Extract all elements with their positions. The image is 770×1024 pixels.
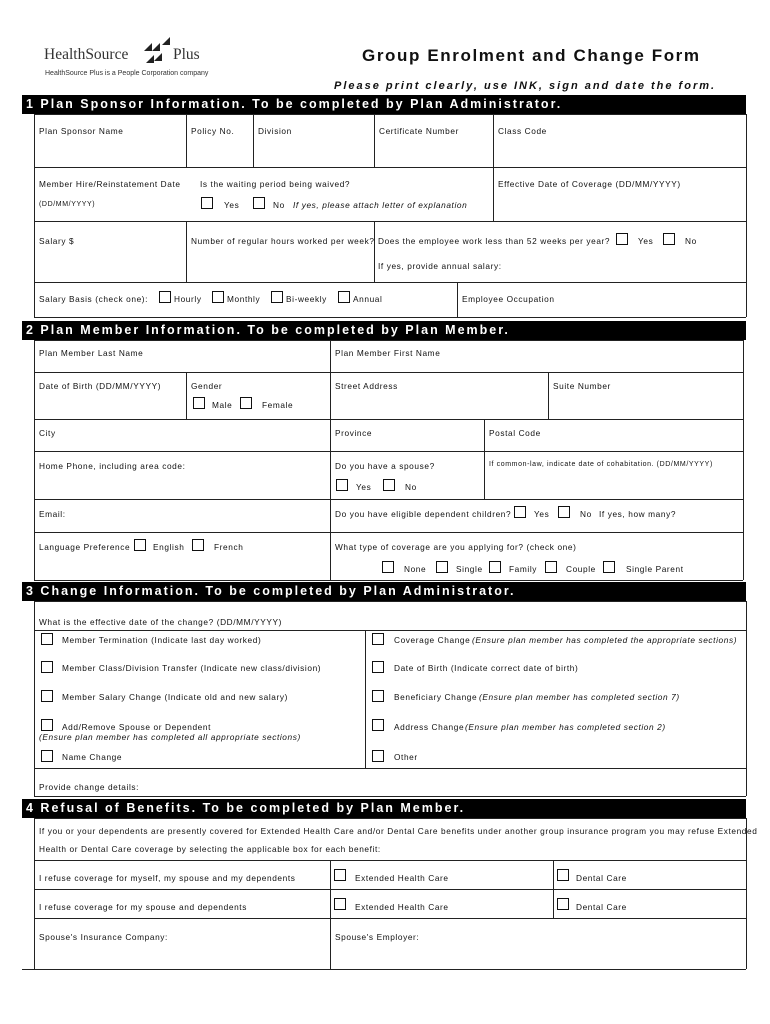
gender-label: Gender [191, 381, 223, 391]
hours-label: Number of regular hours worked per week? [191, 236, 375, 246]
policy-no-label: Policy No. [191, 126, 235, 136]
coverage-change-checkbox[interactable] [372, 633, 384, 645]
section-1-header: 1 Plan Sponsor Information. To be completed by Plan Administrator. [22, 95, 746, 114]
refusal-intro-2: Health or Dental Care coverage by selecting the applicable box for each benefit: [39, 844, 381, 854]
dependents-no-checkbox[interactable] [558, 506, 570, 518]
coverage-change-label: Coverage Change [394, 635, 471, 645]
certificate-number-label: Certificate Number [379, 126, 459, 136]
beneficiary-change-note: (Ensure plan member has completed section 7) [479, 692, 680, 702]
division-label: Division [258, 126, 292, 136]
coverage-single-parent-checkbox[interactable] [603, 561, 615, 573]
effective-change-label: What is the effective date of the change? (DD/MM/YYYY) [39, 617, 282, 627]
logo-name-left: HealthSource [44, 46, 129, 63]
salary-label: Salary $ [39, 236, 75, 246]
waiting-period-question: Is the waiting period being waived? [200, 179, 351, 189]
hire-date-format: (DD/MM/YYYY) [39, 201, 96, 208]
change-details-label: Provide change details: [39, 782, 140, 792]
refuse-dep-ehc-label: Extended Health Care [355, 902, 449, 912]
spouse-no-checkbox[interactable] [383, 479, 395, 491]
address-change-checkbox[interactable] [372, 719, 384, 731]
coverage-single-label: Single [456, 564, 483, 574]
dob-change-label: Date of Birth (Indicate correct date of birth) [394, 663, 579, 673]
refuse-all-ehc-checkbox[interactable] [334, 869, 346, 881]
spouse-no-label: No [405, 482, 417, 492]
refuse-all-dental-label: Dental Care [576, 873, 627, 883]
dependents-question: Do you have eligible dependent children? [335, 509, 512, 519]
add-remove-note: (Ensure plan member has completed all appropriate sections) [39, 732, 301, 742]
class-transfer-label: Member Class/Division Transfer (Indicate new class/division) [62, 663, 322, 673]
salary-change-label: Member Salary Change (Indicate old and new salary) [62, 692, 288, 702]
province-label: Province [335, 428, 373, 438]
waiting-yes-label: Yes [224, 200, 240, 210]
weeks-question: Does the employee work less than 52 weeks per year? [378, 236, 611, 246]
member-termination-label: Member Termination (Indicate last day worked) [62, 635, 262, 645]
dob-change-checkbox[interactable] [372, 661, 384, 673]
dependents-yes-label: Yes [534, 509, 550, 519]
french-label: French [214, 542, 244, 552]
name-change-label: Name Change [62, 752, 123, 762]
refuse-all-ehc-label: Extended Health Care [355, 873, 449, 883]
hourly-label: Hourly [174, 294, 202, 304]
monthly-label: Monthly [227, 294, 261, 304]
plan-sponsor-name-label: Plan Sponsor Name [39, 126, 124, 136]
male-checkbox[interactable] [193, 397, 205, 409]
weeks-yes-checkbox[interactable] [616, 233, 628, 245]
class-transfer-checkbox[interactable] [41, 661, 53, 673]
coverage-none-label: None [404, 564, 427, 574]
city-label: City [39, 428, 56, 438]
beneficiary-change-label: Beneficiary Change [394, 692, 478, 702]
spouse-insurance-label: Spouse's Insurance Company: [39, 932, 168, 942]
spouse-yes-label: Yes [356, 482, 372, 492]
coverage-none-checkbox[interactable] [382, 561, 394, 573]
form-subtitle: Please print clearly, use INK, sign and date the form. [334, 80, 717, 92]
email-label: Email: [39, 509, 66, 519]
female-label: Female [262, 400, 294, 410]
dob-label: Date of Birth (DD/MM/YYYY) [39, 381, 162, 391]
other-change-checkbox[interactable] [372, 750, 384, 762]
spouse-yes-checkbox[interactable] [336, 479, 348, 491]
refuse-all-label: I refuse coverage for myself, my spouse and my dependents [39, 873, 296, 883]
coverage-couple-label: Couple [566, 564, 596, 574]
member-termination-checkbox[interactable] [41, 633, 53, 645]
annual-label: Annual [353, 294, 383, 304]
refusal-intro-1: If you or your dependents are presently covered for Extended Health Care and/or Dental Care benefits under another group insurance program you may refuse Extended [39, 826, 758, 836]
coverage-family-checkbox[interactable] [489, 561, 501, 573]
add-remove-spouse-label: Add/Remove Spouse or Dependent [62, 722, 211, 732]
postal-label: Postal Code [489, 428, 541, 438]
coverage-couple-checkbox[interactable] [545, 561, 557, 573]
suite-label: Suite Number [553, 381, 611, 391]
street-label: Street Address [335, 381, 398, 391]
coverage-change-note: (Ensure plan member has completed the appropriate sections) [472, 635, 738, 645]
waiting-no-checkbox[interactable] [253, 197, 265, 209]
beneficiary-change-checkbox[interactable] [372, 690, 384, 702]
how-many-label: If yes, how many? [599, 509, 677, 519]
weeks-no-label: No [685, 236, 697, 246]
weeks-yes-label: Yes [638, 236, 654, 246]
cohabitation-label: If common-law, indicate date of cohabitation. (DD/MM/YYYY) [489, 461, 713, 468]
french-checkbox[interactable] [192, 539, 204, 551]
biweekly-label: Bi-weekly [286, 294, 327, 304]
english-checkbox[interactable] [134, 539, 146, 551]
language-label: Language Preference [39, 542, 131, 552]
section-3-header: 3 Change Information. To be completed by Plan Administrator. [22, 582, 746, 601]
other-change-label: Other [394, 752, 418, 762]
coverage-family-label: Family [509, 564, 538, 574]
biweekly-checkbox[interactable] [271, 291, 283, 303]
monthly-checkbox[interactable] [212, 291, 224, 303]
logo-tagline: HealthSource Plus is a People Corporation company [45, 70, 209, 77]
logo-name-right: Plus [173, 46, 200, 63]
phone-label: Home Phone, including area code: [39, 461, 186, 471]
english-label: English [153, 542, 185, 552]
salary-basis-label: Salary Basis (check one): [39, 294, 149, 304]
hourly-checkbox[interactable] [159, 291, 171, 303]
annual-checkbox[interactable] [338, 291, 350, 303]
refuse-dep-dental-checkbox[interactable] [557, 898, 569, 910]
hire-date-label: Member Hire/Reinstatement Date [39, 179, 181, 189]
logo-mark-icon [140, 35, 174, 69]
weeks-no-checkbox[interactable] [663, 233, 675, 245]
annual-salary-label: If yes, provide annual salary: [378, 261, 502, 271]
coverage-single-parent-label: Single Parent [626, 564, 684, 574]
coverage-question: What type of coverage are you applying for? (check one) [335, 542, 577, 552]
add-remove-spouse-checkbox[interactable] [41, 719, 53, 731]
salary-change-checkbox[interactable] [41, 690, 53, 702]
dependents-yes-checkbox[interactable] [514, 506, 526, 518]
section-4-header: 4 Refusal of Benefits. To be completed by Plan Member. [22, 799, 746, 818]
effective-date-label: Effective Date of Coverage (DD/MM/YYYY) [498, 179, 681, 189]
section-2-header: 2 Plan Member Information. To be completed by Plan Member. [22, 321, 746, 340]
first-name-label: Plan Member First Name [335, 348, 441, 358]
last-name-label: Plan Member Last Name [39, 348, 144, 358]
address-change-note: (Ensure plan member has completed section 2) [465, 722, 666, 732]
refuse-dep-ehc-checkbox[interactable] [334, 898, 346, 910]
dependents-no-label: No [580, 509, 592, 519]
male-label: Male [212, 400, 233, 410]
refuse-dep-dental-label: Dental Care [576, 902, 627, 912]
refuse-all-dental-checkbox[interactable] [557, 869, 569, 881]
waiting-no-label: No [273, 200, 285, 210]
female-checkbox[interactable] [240, 397, 252, 409]
spouse-employer-label: Spouse's Employer: [335, 932, 420, 942]
occupation-label: Employee Occupation [462, 294, 555, 304]
address-change-label: Address Change [394, 722, 465, 732]
refuse-dep-label: I refuse coverage for my spouse and dependents [39, 902, 247, 912]
class-code-label: Class Code [498, 126, 547, 136]
name-change-checkbox[interactable] [41, 750, 53, 762]
waiting-yes-checkbox[interactable] [201, 197, 213, 209]
spouse-question: Do you have a spouse? [335, 461, 435, 471]
form-title: Group Enrolment and Change Form [362, 46, 701, 65]
coverage-single-checkbox[interactable] [436, 561, 448, 573]
waiting-note: If yes, please attach letter of explanation [293, 200, 468, 210]
